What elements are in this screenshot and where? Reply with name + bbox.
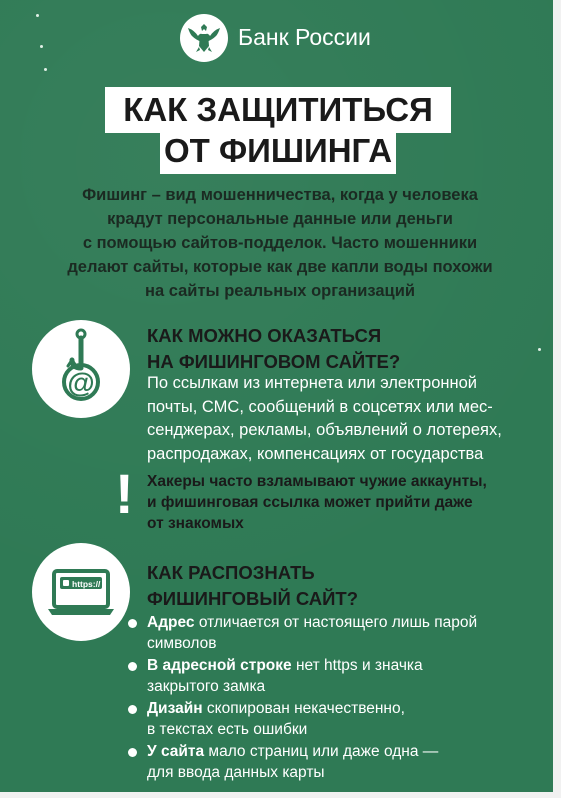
section-title-line: КАК МОЖНО ОКАЗАТЬСЯ bbox=[147, 325, 382, 346]
bullet-bold: В адресной строке bbox=[147, 657, 292, 674]
page-title-line-1: КАК ЗАЩИТИТЬСЯ bbox=[105, 87, 451, 133]
exclamation-icon: ! bbox=[115, 462, 134, 525]
bullet-text: для ввода данных карты bbox=[147, 763, 325, 781]
bullet-bold: Адрес bbox=[147, 614, 195, 631]
intro-line: делают сайты, которые как две капли воды похожи bbox=[67, 258, 493, 276]
warning-line: от знакомых bbox=[147, 515, 244, 532]
bullet-bold: У сайта bbox=[147, 743, 205, 760]
section-how-get-text bbox=[147, 372, 522, 466]
speck bbox=[538, 348, 541, 351]
intro-line: Фишинг – вид мошенничества, когда у человека bbox=[82, 186, 478, 204]
section-how-get-title bbox=[147, 323, 447, 375]
intro-line: на сайты реальных организаций bbox=[145, 282, 415, 300]
intro-line: крадут персональные данные или деньги bbox=[107, 210, 453, 228]
paragraph-line: По ссылкам из интернета или электронной bbox=[147, 374, 478, 392]
bullet-dot-icon bbox=[128, 662, 137, 671]
bullet-text: закрытого замка bbox=[147, 677, 266, 695]
paper-edge bbox=[0, 792, 561, 798]
bullet-text: нет https и значка bbox=[291, 657, 423, 674]
list-item bbox=[128, 613, 528, 654]
recognition-list bbox=[128, 613, 528, 785]
speck bbox=[36, 14, 39, 17]
warning-line: и фишинговая ссылка может прийти даже bbox=[147, 494, 473, 511]
bullet-text: скопирован некачественно, bbox=[202, 700, 405, 717]
paragraph-line: сенджерах, рекламы, объявлений о лотереях, bbox=[147, 421, 502, 439]
speck bbox=[40, 45, 43, 48]
https-label: https:// bbox=[72, 579, 101, 589]
section-title-line: КАК РАСПОЗНАТЬ bbox=[147, 562, 315, 583]
paper-edge bbox=[553, 0, 561, 798]
warning-line: Хакеры часто взламывают чужие аккаунты, bbox=[147, 473, 487, 490]
section-recognize-title bbox=[147, 560, 447, 612]
intro-line: с помощью сайтов-подделок. Часто мошенники bbox=[82, 234, 478, 252]
list-item bbox=[128, 742, 528, 783]
paragraph-line: почты, СМС, сообщений в соцсетях или мес- bbox=[147, 397, 493, 416]
bullet-dot-icon bbox=[128, 748, 137, 757]
laptop-https-icon bbox=[32, 543, 130, 641]
list-item bbox=[128, 699, 528, 740]
bank-emblem-logo bbox=[180, 14, 228, 62]
section-title-line: НА ФИШИНГОВОМ САЙТЕ? bbox=[147, 351, 401, 372]
bullet-text: отличается от настоящего лишь парой bbox=[194, 614, 478, 631]
intro-text bbox=[60, 183, 500, 303]
paragraph-line: распродажах, компенсациях от государства bbox=[147, 444, 484, 463]
bank-name: Банк России bbox=[238, 24, 371, 50]
speck bbox=[44, 68, 47, 71]
svg-text:@: @ bbox=[67, 367, 95, 398]
bullet-bold: Дизайн bbox=[147, 700, 203, 717]
bullet-dot-icon bbox=[128, 705, 137, 714]
section-title-line: ФИШИНГОВЫЙ САЙТ? bbox=[147, 588, 359, 609]
bullet-text: в текстах есть ошибки bbox=[147, 720, 308, 738]
page-title-line-2: ОТ ФИШИНГА bbox=[160, 128, 396, 174]
at-sign-fishhook-icon bbox=[32, 320, 130, 418]
bullet-dot-icon bbox=[128, 619, 137, 628]
warning-text bbox=[147, 471, 522, 534]
list-item bbox=[128, 656, 528, 697]
bullet-text: мало страниц или даже одна — bbox=[204, 743, 439, 760]
bullet-text: символов bbox=[147, 634, 217, 652]
